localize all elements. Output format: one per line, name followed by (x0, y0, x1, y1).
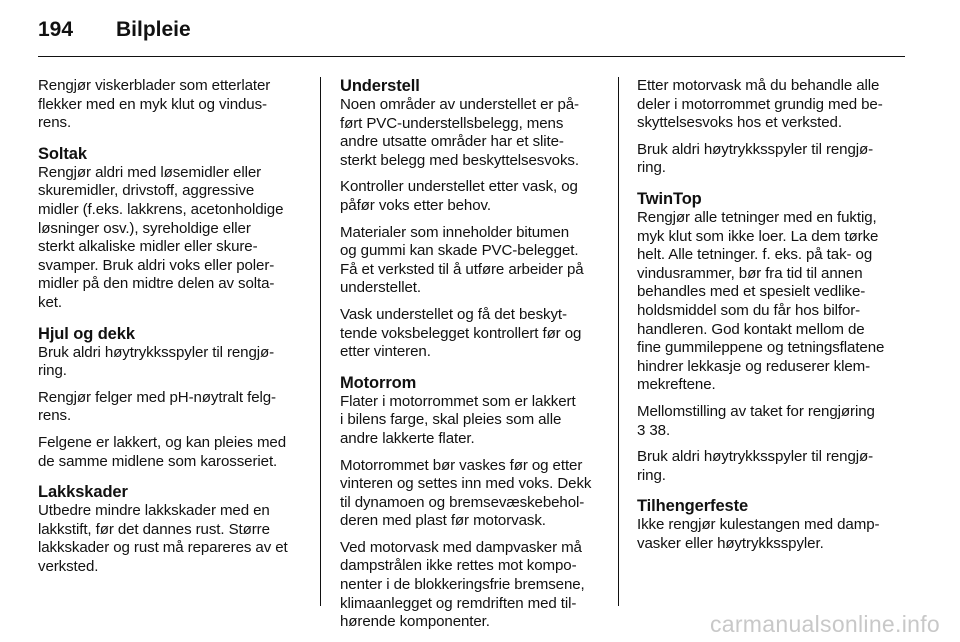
section-block (340, 77, 606, 170)
paragraph: Materialer som inneholder bitumen og gummi kan skade PVC-belegget. Få et verksted til å utføre arbeider på understellet. (340, 223, 584, 297)
section-heading: Tilhengerfeste (637, 497, 749, 516)
column-divider (618, 77, 619, 606)
paragraph-block (340, 457, 606, 531)
column-2 (340, 77, 606, 632)
paragraph-block (340, 178, 606, 215)
paragraph: Noen områder av understellet er på- ført PVC-understellsbelegg, mens andre utsatte områder har et slite- sterkt belegg med beskyttelsesvoks. (340, 96, 579, 169)
paragraph-block (637, 141, 903, 178)
paragraph: Motorrommet bør vaskes før og etter vinteren og settes inn med voks. Dekk til dynamoen og bremsevæskebehol- deren med plast før motorvask. (340, 456, 592, 530)
section-heading: Soltak (38, 144, 87, 163)
column-divider (320, 77, 321, 606)
section-heading: TwinTop (637, 189, 702, 208)
header-rule (38, 56, 905, 57)
paragraph-block (340, 306, 606, 362)
section-block (637, 497, 903, 553)
watermark: carmanualsonline.info (709, 611, 940, 637)
paragraph: Kontroller understellet etter vask, og påfør voks etter behov. (340, 178, 578, 214)
section-block (38, 483, 304, 576)
paragraph-block (340, 539, 606, 632)
section-title: Bilpleie (116, 18, 191, 41)
paragraph: Rengjør viskerblader som etterlater flekker med en myk klut og vindus- rens. (38, 77, 271, 132)
paragraph-block (637, 403, 903, 440)
paragraph: Bruk aldri høytrykksspyler til rengjø- ring. (637, 448, 874, 484)
section-block (38, 145, 304, 313)
section-block (637, 190, 903, 395)
paragraph: Etter motorvask må du behandle alle deler i motorrommet grundig med be- skyttelsesvoks hos et verksted. (637, 77, 883, 132)
paragraph: Flater i motorrommet som er lakkert i bilens farge, skal pleies som alle andre lakkerte flater. (340, 392, 576, 447)
paragraph: Rengjør felger med pH-nøytralt felg- rens. (38, 388, 276, 425)
paragraph: Felgene er lakkert, og kan pleies med de samme midlene som karosseriet. (38, 433, 287, 470)
page-header (38, 18, 191, 48)
section-heading: Understell (340, 77, 420, 95)
section-block (38, 325, 304, 381)
paragraph: Vask understellet og få det beskyt- tende voksbelegget kontrollert før og etter vinteren. (340, 305, 582, 361)
paragraph-block (38, 389, 304, 426)
paragraph: Rengjør aldri med løsemidler eller skuremidler, drivstoff, aggressive midler (f.eks. lakkrens, acetonholdige løsninger osv.), syreholdige eller sterkt alkaliske midler eller skure- svamper. Bruk aldri voks eller poler- midler på den midtre delen av solta- ket. (38, 163, 284, 311)
section-heading: Motorrom (340, 373, 417, 392)
paragraph: Ikke rengjør kulestangen med damp- vasker eller høytrykksspyler. (637, 516, 880, 552)
column-1 (38, 77, 304, 576)
paragraph: Bruk aldri høytrykksspyler til rengjø- ring. (38, 343, 275, 380)
paragraph-block (38, 434, 304, 471)
column-3 (637, 77, 903, 553)
section-heading: Lakkskader (38, 483, 128, 502)
paragraph-block (38, 77, 304, 133)
paragraph: Bruk aldri høytrykksspyler til rengjø- ring. (637, 140, 874, 177)
section-heading: Hjul og dekk (38, 324, 135, 343)
paragraph: Ved motorvask med dampvasker må dampstrålen ikke rettes mot kompo- nenter i de blokkeringsfrie bremsene, klimaanlegget og remdriften med til- hørende komponenter. (340, 538, 585, 631)
paragraph: Mellomstilling av taket for rengjøring 3 38. (637, 402, 875, 439)
page-number: 194 (38, 18, 74, 41)
paragraph: Rengjør alle tetninger med en fuktig, myk klut som ikke loer. La dem tørke helt. Alle tetninger. f. eks. på tak- og vindusrammer, bør fra tid til annen behandles med et spesielt vedlike- holdsmiddel som du får hos bilfor- handleren. God kontakt mellom de fine gummileppene og tetningsflatene hindrer lekkasje og reduserer klem- mekreftene. (637, 208, 885, 394)
paragraph: Utbedre mindre lakkskader med en lakkstift, før det dannes rust. Større lakkskader og rust må repareres av et verksted. (38, 502, 288, 575)
paragraph-block (637, 77, 903, 133)
paragraph-block (637, 448, 903, 485)
section-block (340, 374, 606, 449)
paragraph-block (340, 224, 606, 298)
